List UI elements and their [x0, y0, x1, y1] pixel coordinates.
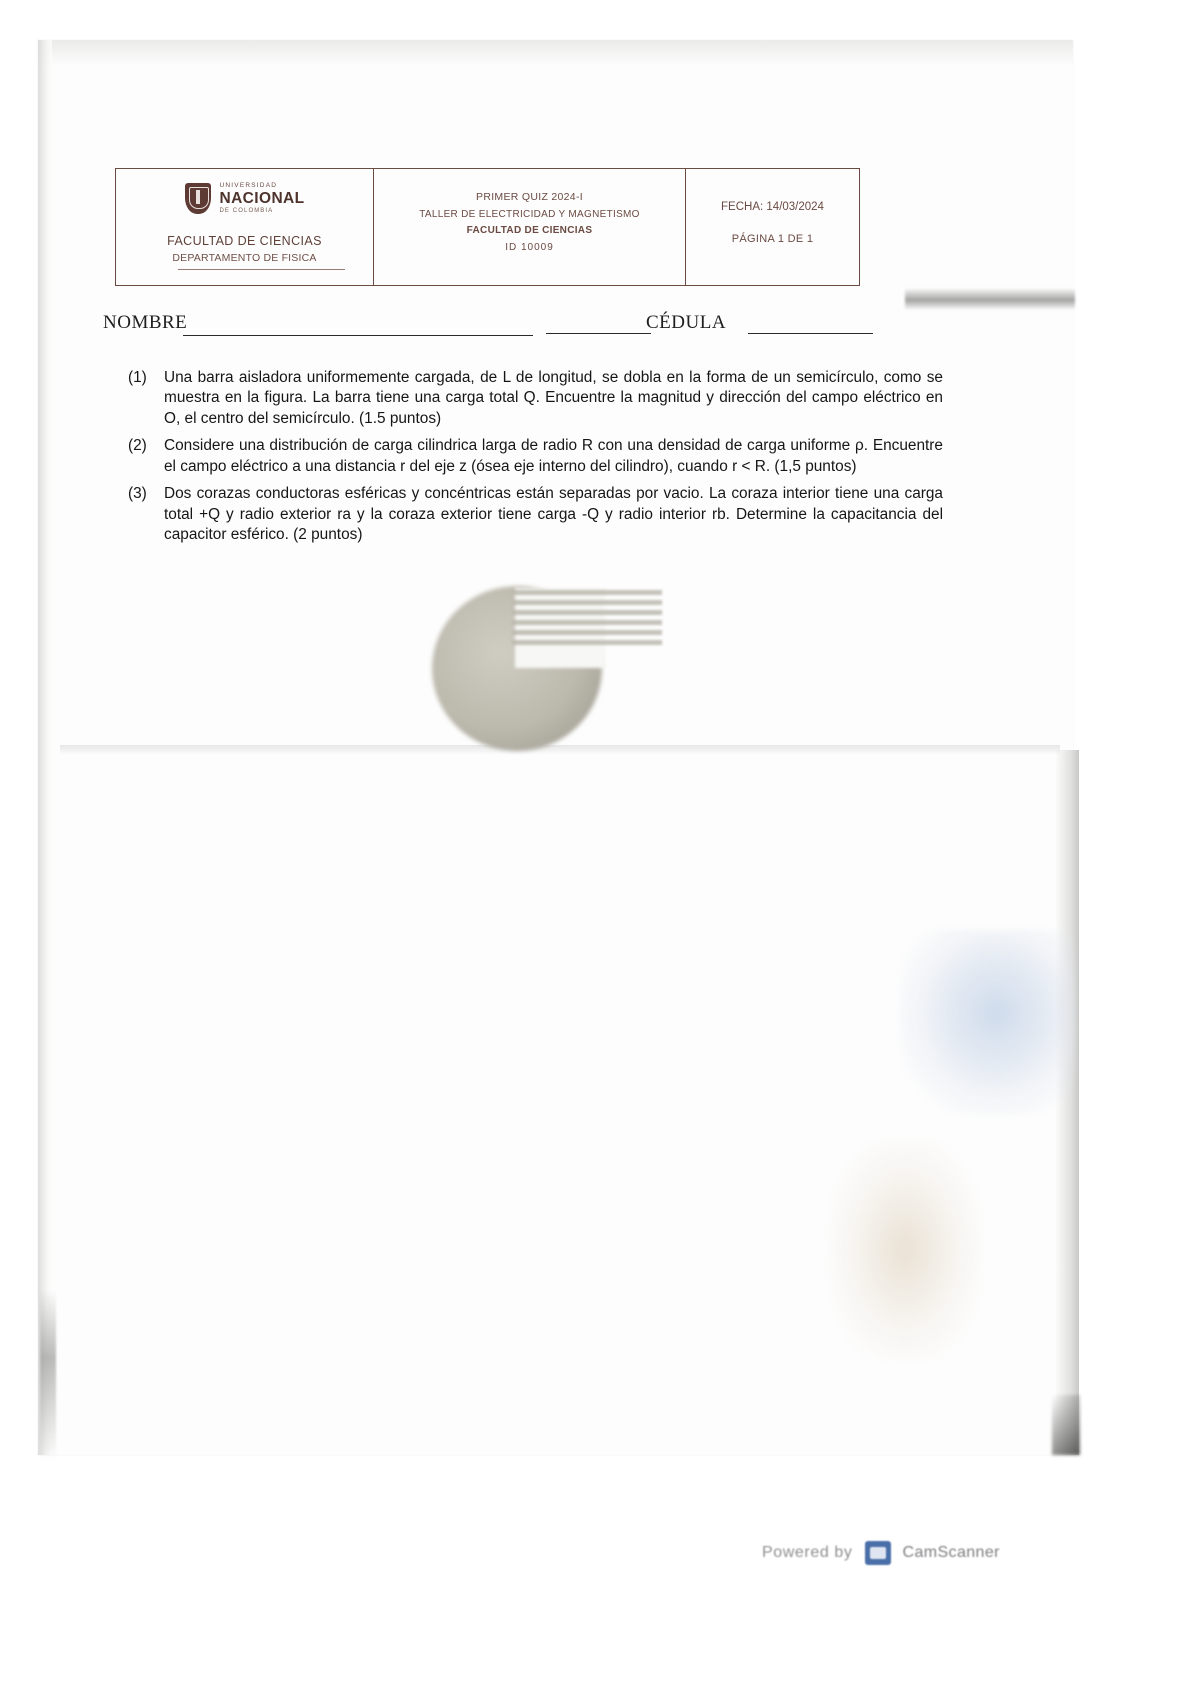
watermark-powered-by: Powered by	[762, 1544, 853, 1561]
quiz-title: PRIMER QUIZ 2024-I	[476, 191, 583, 203]
id-field-line[interactable]	[748, 333, 873, 334]
course-id: ID 10009	[505, 242, 554, 253]
id-field-label: CÉDULA	[646, 312, 727, 333]
scan-artifact-bottom-left	[40, 1290, 56, 1460]
faculty-name: FACULTAD DE CIENCIAS	[167, 234, 322, 248]
header-cell-title	[374, 169, 686, 285]
university-superscript: UNIVERSIDAD	[219, 182, 278, 189]
scan-artifact-top-right	[905, 288, 1075, 310]
question-number: (3)	[128, 485, 147, 503]
question-number: (2)	[128, 437, 147, 455]
question-item	[128, 436, 943, 477]
blurred-figure-text	[512, 590, 662, 670]
question-text: Considere una distribución de carga cilindrica larga de radio R con una densidad de carga uniforme ρ. Encuentre el campo eléctrico a una distancia r del eje z (ósea eje interno del cilindro), cuando r < R. (1,5 puntos)	[164, 437, 943, 475]
page-fold-shadow	[60, 745, 1060, 755]
university-subscript: DE COLOMBIA	[219, 208, 274, 214]
camscanner-watermark	[762, 1538, 1062, 1568]
header-cell-university	[116, 169, 374, 285]
department-name: DEPARTAMENTO DE FISICA	[172, 252, 317, 264]
page-number: PÁGINA 1 DE 1	[731, 233, 814, 245]
question-item	[128, 484, 943, 545]
scan-artifact-corner	[1052, 1395, 1080, 1455]
university-name: NACIONAL	[219, 189, 305, 207]
name-field-line[interactable]	[183, 335, 533, 336]
university-logo	[116, 169, 373, 214]
scan-artifact-tan-blur	[830, 1140, 980, 1360]
camscanner-icon	[865, 1541, 891, 1565]
name-field-line-continued[interactable]	[546, 333, 651, 334]
page-left-shadow	[38, 40, 52, 1455]
header-cell-meta	[686, 169, 859, 285]
question-item	[128, 368, 943, 429]
scan-artifact-blue-blur	[900, 930, 1075, 1115]
shield-icon	[185, 183, 211, 214]
watermark-brand: CamScanner	[902, 1544, 1000, 1561]
question-text: Dos corazas conductoras esféricas y concéntricas están separadas por vacio. La coraza interior tiene una carga total +Q y radio exterior ra y la coraza exterior tiene carga -Q y radio interior rb. Determine la capacitancia del capacitor esférico. (2 puntos)	[164, 485, 943, 544]
question-number: (1)	[128, 369, 147, 386]
department-underline	[178, 269, 345, 270]
page-top-shadow	[38, 40, 1073, 66]
questions-list	[128, 368, 943, 553]
identity-fields-row	[103, 310, 873, 340]
course-title: TALLER DE ELECTRICIDAD Y MAGNETISMO	[419, 209, 640, 220]
question-text: Una barra aisladora uniformemente cargada, de L de longitud, se dobla en la forma de un semicírculo, como se muestra en la figura. La barra tiene una carga total Q. Encuentre la magnitud y dirección del campo eléctrico en O, el centro del semicírculo. (1.5 puntos)	[164, 369, 943, 427]
faculty-title: FACULTAD DE CIENCIAS	[466, 225, 593, 236]
document-header-table	[115, 168, 860, 286]
name-field-label: NOMBRE	[103, 312, 188, 333]
document-date: FECHA: 14/03/2024	[721, 201, 824, 213]
